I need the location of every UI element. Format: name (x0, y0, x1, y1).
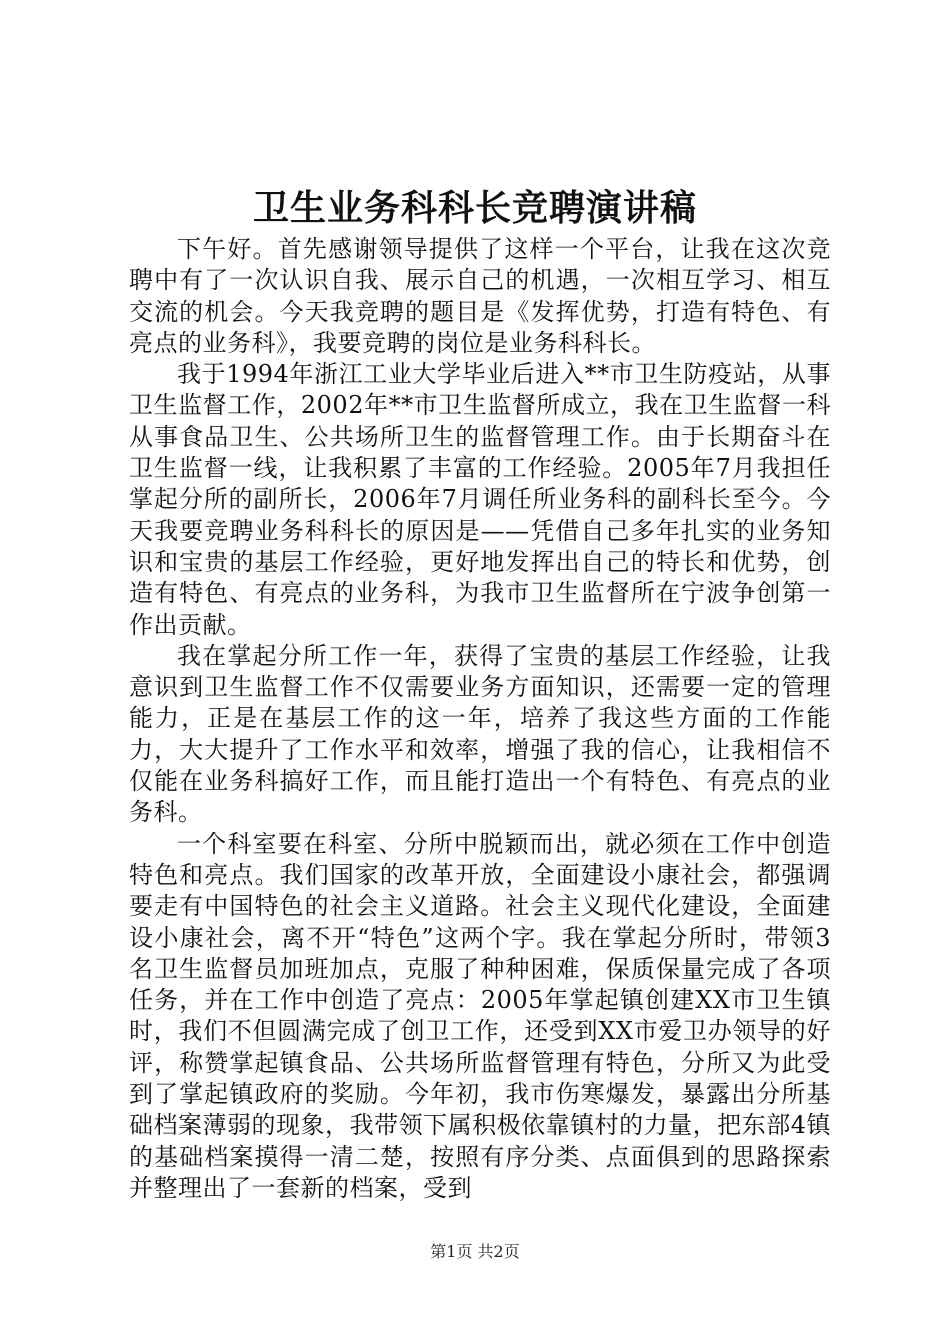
document-body (129, 234, 831, 1204)
paragraph: 下午好。首先感谢领导提供了这样一个平台，让我在这次竞聘中有了一次认识自我、展示自己的机遇，一次相互学习、相互交流的机会。今天我竞聘的题目是《发挥优势，打造有特色、有亮点的业务科》，我要竞聘的岗位是业务科科长。 (129, 235, 831, 357)
page-footer (0, 1240, 950, 1264)
paragraph: 一个科室要在科室、分所中脱颖而出，就必须在工作中创造特色和亮点。我们国家的改革开放，全面建设小康社会，都强调要走有中国特色的社会主义道路。社会主义现代化建设，全面建设小康社会，离不开“特色”这两个字。我在掌起分所时，带领3名卫生监督员加班加点，克服了种种困难，保质保量完成了各项任务，并在工作中创造了亮点：2005年掌起镇创建XX市卫生镇时，我们不但圆满完成了创卫工作，还受到XX市爱卫办领导的好评，称赞掌起镇食品、公共场所监督管理有特色，分所又为此受到了掌起镇政府的奖励。今年初，我市伤寒爆发，暴露出分所基础档案薄弱的现象，我带领下属积极依靠镇村的力量，把东部4镇的基础档案摸得一清二楚，按照有序分类、点面俱到的思路探索并整理出了一套新的档案，受到 (129, 829, 831, 1202)
paragraph: 我在掌起分所工作一年，获得了宝贵的基层工作经验，让我意识到卫生监督工作不仅需要业务方面知识，还需要一定的管理能力，正是在基层工作的这一年，培养了我这些方面的工作能力，大大提升了工作水平和效率，增强了我的信心，让我相信不仅能在业务科搞好工作，而且能打造出一个有特色、有亮点的业务科。 (129, 641, 831, 827)
page-number: 第1页 共2页 (430, 1242, 520, 1261)
paragraph: 我于1994年浙江工业大学毕业后进入**市卫生防疫站，从事卫生监督工作，2002年**市卫生监督所成立，我在卫生监督一科从事食品卫生、公共场所卫生的监督管理工作。由于长期奋斗在卫生监督一线，让我积累了丰富的工作经验。2005年7月我担任掌起分所的副所长，2006年7月调任所业务科的副科长至今。今天我要竞聘业务科科长的原因是——凭借自己多年扎实的业务知识和宝贵的基层工作经验，更好地发挥出自己的特长和优势，创造有特色、有亮点的业务科，为我市卫生监督所在宁波争创第一作出贡献。 (129, 360, 831, 639)
document-title: 卫生业务科科长竞聘演讲稿 (252, 187, 697, 229)
